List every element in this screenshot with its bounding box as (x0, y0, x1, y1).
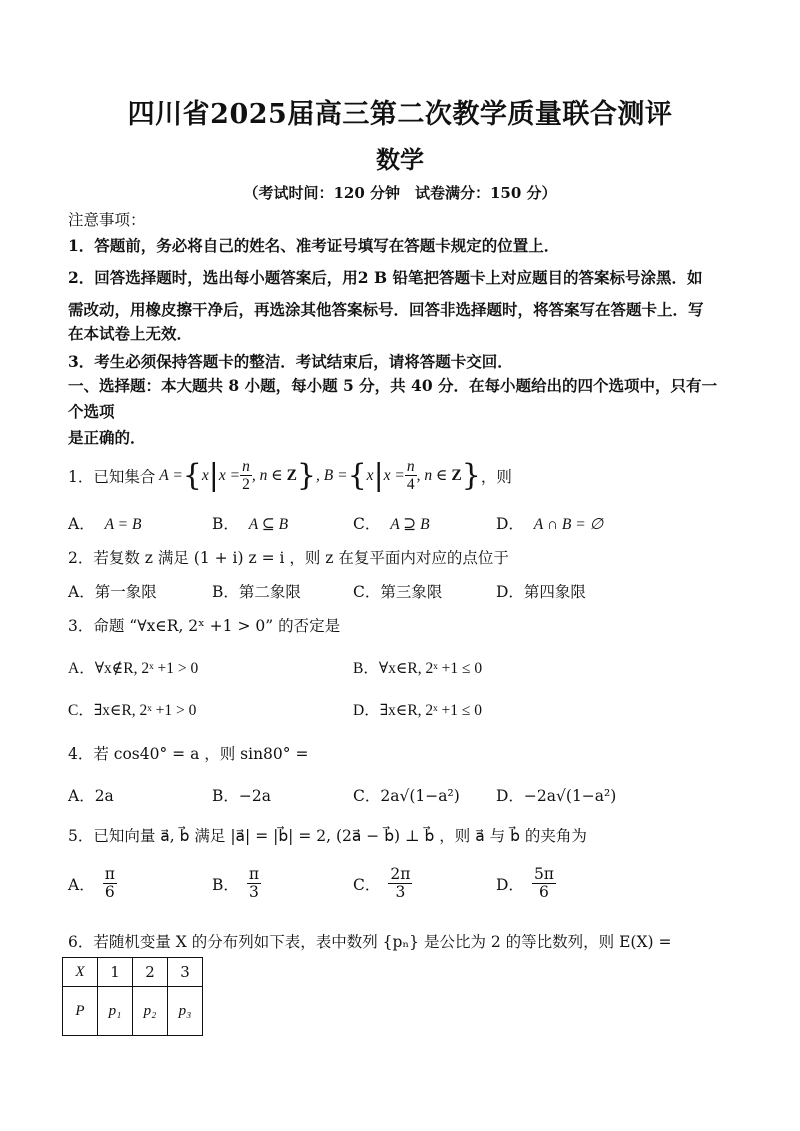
note-item-2-line-3: 在本试卷上无效． (68, 324, 193, 343)
table-cell: 3 (168, 958, 203, 987)
distribution-table (62, 957, 203, 1036)
q4-option-b[interactable]: B．−2a (212, 787, 271, 805)
question-2-stem: 2．若复数 z 满足 (1 + i) z = i ，则 z 在复平面内对应的点位于 (68, 549, 509, 567)
note-item-1: 1．答题前，务必将自己的姓名、准考证号填写在答题卡规定的位置上． (68, 236, 560, 255)
q3-option-d[interactable]: D．∃x∈R, 2ˣ +1 ≤ 0 (353, 702, 483, 719)
table-cell: 1 (98, 958, 133, 987)
q5-option-a[interactable]: A． $\frac{\pi}{6}$ (68, 865, 115, 902)
table-cell: P (63, 987, 98, 1036)
q5-option-d[interactable]: D． $\frac{5\pi}{6}$ (496, 865, 554, 902)
q3-option-b[interactable]: B．∀x∈R, 2ˣ +1 ≤ 0 (353, 660, 483, 677)
q4-option-c[interactable]: C．2a√(1−a²) (353, 787, 460, 805)
question-1-prefix: 1．已知集合 (68, 467, 156, 486)
q2-option-c[interactable]: C．第三象限 (353, 583, 443, 601)
exam-info: （考试时间：120 分钟 试卷满分：150 分） (243, 184, 557, 202)
table-cell: p₃ (168, 987, 203, 1036)
question-1-stem: 1．已知集合 A = { x | x = $\frac{n}{2}$ , n ∈ Z } , B = { x | x = $\frac{n}{4}$ , n ∈ Z } ，则 (68, 458, 512, 494)
q2-option-a[interactable]: A．第一象限 (68, 583, 157, 601)
section-1-line-2: 个选项 (68, 402, 115, 421)
q2-option-d[interactable]: D．第四象限 (496, 583, 586, 601)
q1-option-d[interactable]: D． A ∩ B = ∅ (496, 515, 604, 533)
subject-title: 数学 (376, 145, 424, 174)
q2-option-b[interactable]: B．第二象限 (212, 583, 301, 601)
q1-option-b[interactable]: B． A ⊆ B (212, 515, 289, 533)
question-4-stem: 4．若 cos40° = a ，则 sin80° = (68, 745, 309, 763)
table-cell: p₁ (98, 987, 133, 1036)
q1-option-c[interactable]: C． A ⊇ B (353, 515, 430, 533)
q1-option-a[interactable]: A． A = B (68, 515, 142, 533)
question-1-suffix: ，则 (480, 467, 512, 486)
table-cell: X (63, 958, 98, 987)
question-3-stem: 3．命题 “∀x∈R, 2ˣ +1 > 0” 的否定是 (68, 617, 341, 635)
q4-option-d[interactable]: D．−2a√(1−a²) (496, 787, 617, 805)
q4-option-a[interactable]: A．2a (68, 787, 114, 805)
section-1-line-1: 一、选择题：本大题共 8 小题，每小题 5 分，共 40 分．在每小题给出的四个选项中，只有一 (68, 376, 718, 395)
set-b-fraction: $\frac{n}{4}$ (406, 458, 415, 494)
q3-option-c[interactable]: C．∃x∈R, 2ˣ +1 > 0 (68, 702, 197, 719)
q5-option-b[interactable]: B． $\frac{\pi}{3}$ (212, 865, 260, 902)
question-6-stem: 6．若随机变量 X 的分布列如下表，表中数列 {pₙ} 是公比为 2 的等比数列，则 E(X) = (68, 933, 672, 951)
question-5-stem: 5．已知向量 a⃗, b⃗ 满足 |a⃗| = |b⃗| = 2, (2a⃗ − b⃗) ⊥ b⃗ ，则 a⃗ 与 b⃗ 的夹角为 (68, 827, 587, 845)
section-1-line-3: 是正确的． (68, 428, 146, 447)
set-a-fraction: $\frac{n}{2}$ (242, 458, 250, 494)
note-item-3: 3．考生必须保持答题卡的整洁．考试结束后，请将答题卡交回． (68, 352, 513, 371)
note-item-2-line-2: 需改动，用橡皮擦干净后，再选涂其他答案标号．回答非选择题时，将答案写在答题卡上．写 (68, 300, 704, 319)
notes-heading: 注意事项： (68, 211, 146, 229)
table-cell: p₂ (133, 987, 168, 1036)
page-title: 四川省2025届高三第二次教学质量联合测评 (127, 99, 673, 130)
table-cell: 2 (133, 958, 168, 987)
q5-option-c[interactable]: C． $\frac{2\pi}{3}$ (353, 865, 411, 902)
note-item-2-line-1: 2．回答选择题时，选出每小题答案后，用2 B 铅笔把答题卡上对应题目的答案标号涂黑．如 (68, 268, 703, 287)
q3-option-a[interactable]: A．∀x∉R, 2ˣ +1 > 0 (68, 660, 199, 677)
